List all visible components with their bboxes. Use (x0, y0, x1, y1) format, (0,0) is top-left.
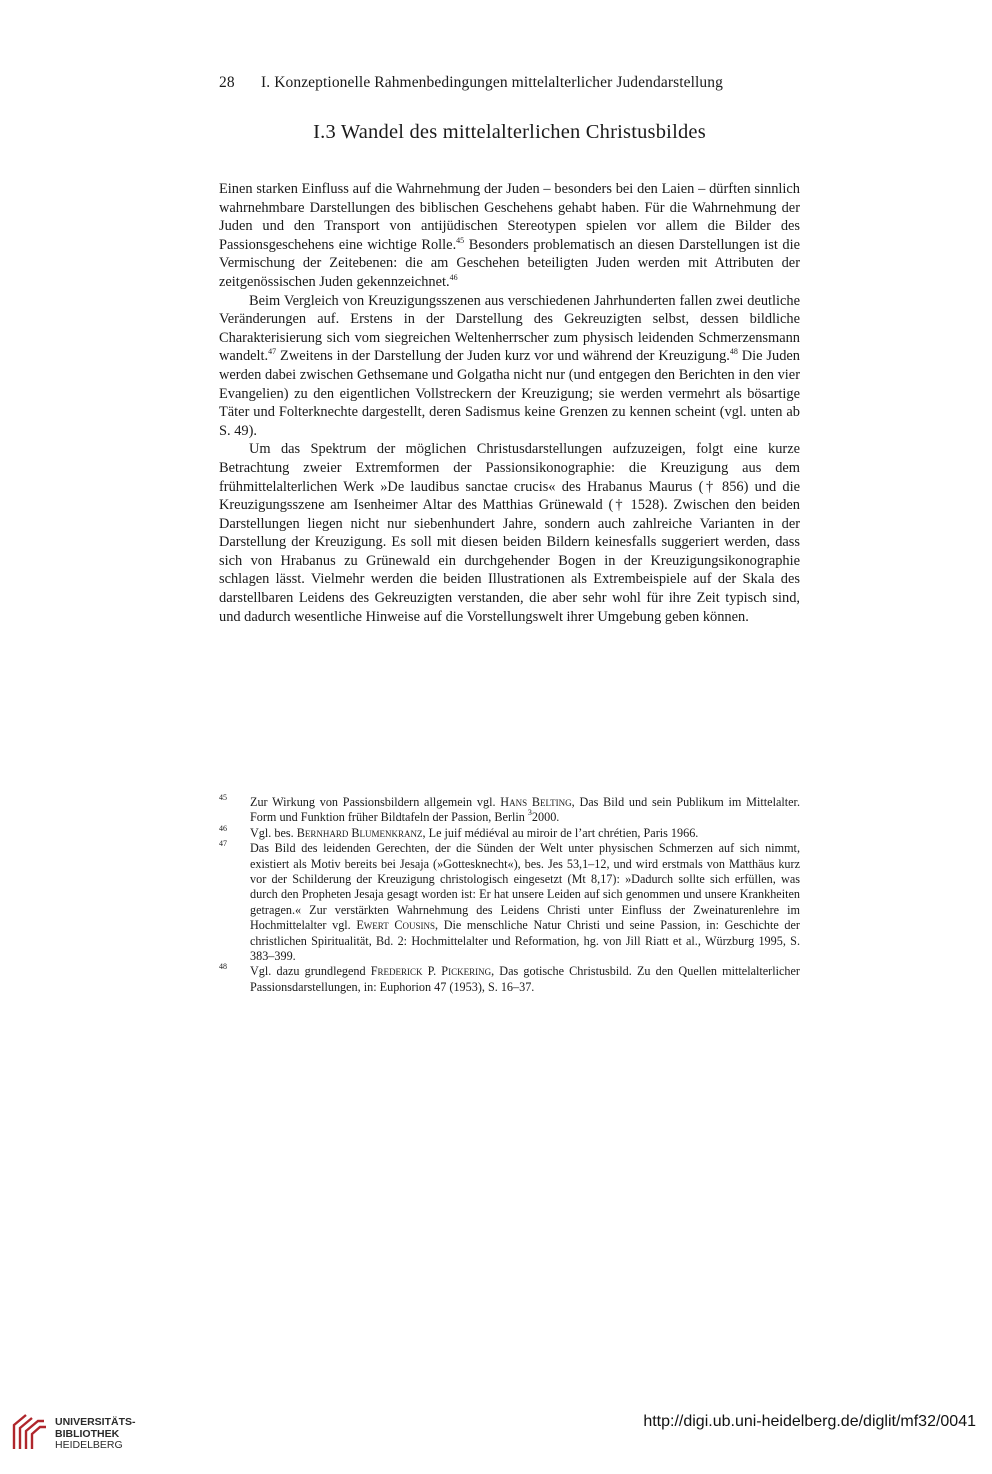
library-name-line-3: HEIDELBERG (55, 1439, 123, 1451)
footnote-text: , Le juif médiéval au miroir de l’art chrétien, Paris 1966. (422, 825, 699, 840)
footnote-number: 45 (219, 793, 227, 802)
footnote-author: Bernhard Blumenkranz (296, 825, 423, 840)
paragraph-2-text-c: Die Juden werden dabei zwischen Gethsemane und Golgatha nicht nur (und entgegen den Berichten in den vier Evangelien) zu den eigentlichen Vollstreckern der Kreuzigung; sie werden vermehrt als bösartige Täter und Folterknechte dargestellt, deren Sadismus keine Grenzen zu kennen scheint (vgl. unten ab S. 49). (219, 348, 800, 439)
footnote-number: 46 (219, 823, 227, 833)
footnote-text: , Die menschliche Natur Christi und seine Passion, in: Geschichte der christlichen Spiritualität, Bd. 2: Hochmittelalter und Reformation, hg. von Jill Riatt et al., Würzburg 1995, S. 383–399. (250, 918, 800, 964)
page-number: 28 (219, 74, 235, 91)
library-name (55, 1417, 136, 1452)
body-text (219, 180, 800, 626)
paragraph-2-text-b: Zweitens in der Darstellung der Juden kurz vor und während der Kreuzigung. (276, 348, 730, 365)
footnote-46 (219, 823, 800, 841)
footnote-47 (219, 841, 800, 964)
library-name-line-2: BIBLIOTHEK (55, 1427, 120, 1440)
footnote-ref-46[interactable]: 46 (449, 272, 458, 282)
paragraph-1 (219, 180, 800, 292)
running-title: I. Konzeptionelle Rahmenbedingungen mittelalterlicher Judendarstellung (261, 74, 723, 91)
library-logo-icon (10, 1411, 48, 1451)
footnote-number: 47 (219, 839, 227, 849)
footnote-text: , Das gotische Christusbild. Zu den Quellen mittelalterlicher Passionsdarstellungen, in: Euphorion 47 (1953), S. 16–37. (250, 964, 800, 994)
footnotes (219, 795, 800, 995)
footnote-ref-47[interactable]: 47 (268, 347, 277, 357)
source-url-link[interactable]: http://digi.ub.uni-heidelberg.de/diglit/mf32/0041 (643, 1413, 976, 1430)
running-head (219, 74, 799, 92)
footnote-text: Vgl. bes. (250, 825, 297, 840)
footnote-author: Ewert Cousins (356, 918, 436, 933)
paragraph-2 (219, 292, 800, 441)
footnote-number: 48 (219, 962, 227, 972)
paragraph-3: Um das Spektrum der möglichen Christusdarstellungen aufzuzeigen, folgt eine kurze Betrachtung zweier Extremformen der Passionsikonographie: die Kreuzigung aus dem frühmittelalterlichen Werk »De laudibus sanctae crucis« des Hrabanus Maurus († 856) und die Kreuzigungsszene am Isenheimer Altar des Matthias Grünewald († 1528). Zwischen den beiden Darstellungen liegen nicht nur siebenhundert Jahre, sondern auch zahlreiche Varianten in der Darstellung der Kreuzigung. Es soll mit diesen beiden Bildern keinesfalls suggeriert werden, dass sich von Hrabanus zu Grünewald ein durchgehender Bogen in der Kreuzigungsikonographie schlagen lässt. Vielmehr werden die beiden Illustrationen als Extrembeispiele auf der Skala des darstellbaren Leidens des Gekreuzigten verstanden, die aber sehr wohl für ihre Zeit typisch sind, und dadurch wesentliche Hinweise auf die Vorstellungswelt ihrer Umgebung geben können. (219, 441, 800, 625)
footnote-text: Das Bild des leidenden Gerechten, der die Sünden der Welt unter physischen Schmerzen auf sich nimmt, existiert als Motiv bereits bei Jesaja (»Gottesknecht«), bes. Jes 53,1–12, und wird erstmals von Matthäus kurz vor der Schilderung der Kreuzigung christologisch eingesetzt (Mt 8,17): »Dadurch sollte sich erfüllen, was durch den Propheten Jesaja gesagt worden ist: Er hat unsere Leiden auf sich genommen und unsere Krankheiten getragen.« Zur verstärkten Wahrnehmung des Leidens Christi unter Einfluss der Zweinaturenlehre im Hochmittelalter vgl. (250, 841, 800, 933)
edition-superscript: 3 (527, 808, 532, 818)
library-logo[interactable] (10, 1409, 180, 1457)
paragraph-1-text-b: Besonders problematisch an diesen Darstellungen ist die Vermischung der Zeitebenen: die am Geschehen beteiligten Juden werden mit Attributen der zeitgenössischen Juden gekennzeichnet. (219, 236, 801, 290)
footnote-author: Hans Belting (500, 795, 572, 809)
footnote-45 (219, 795, 800, 826)
footnote-text: Zur Wirkung von Passionsbildern allgemein vgl. (250, 795, 501, 809)
footnote-author: Frederick P. Pickering (370, 964, 492, 979)
paragraph-1-text-a: Einen starken Einfluss auf die Wahrnehmung der Juden – besonders bei den Laien – dürften sinnlich wahrnehmbare Darstellungen des biblischen Geschehens gehabt haben. Für die Wahrnehmung der Juden und den Transport von antijüdischen Stereotypen spielen vor allem die Bilder des Passionsgeschehens eine wichtige Rolle. (219, 181, 800, 253)
footnote-text: 2000. (531, 810, 560, 825)
footnote-ref-48[interactable]: 48 (729, 347, 738, 357)
footnote-ref-45[interactable]: 45 (456, 235, 465, 245)
footnote-48 (219, 964, 800, 995)
section-title: I.3 Wandel des mittelalterlichen Christusbildes (313, 121, 706, 143)
library-name-line-1: UNIVERSITÄTS- (55, 1416, 136, 1428)
footnote-text: Vgl. dazu grundlegend (250, 964, 371, 979)
paragraph-2-text-a: Beim Vergleich von Kreuzigungsszenen aus verschiedenen Jahrhunderten fallen zwei deutliche Veränderungen auf. Erstens in der Darstellung des Gekreuzigten selbst, dessen bildliche Charakterisierung sich vom siegreichen Weltenherrscher zum physisch leidenden Schmerzensmann wandelt. (219, 292, 800, 365)
footnote-text: , Das Bild und sein Publikum im Mittelalter. Form und Funktion früher Bildtafeln der Passion, Berlin (250, 795, 800, 825)
